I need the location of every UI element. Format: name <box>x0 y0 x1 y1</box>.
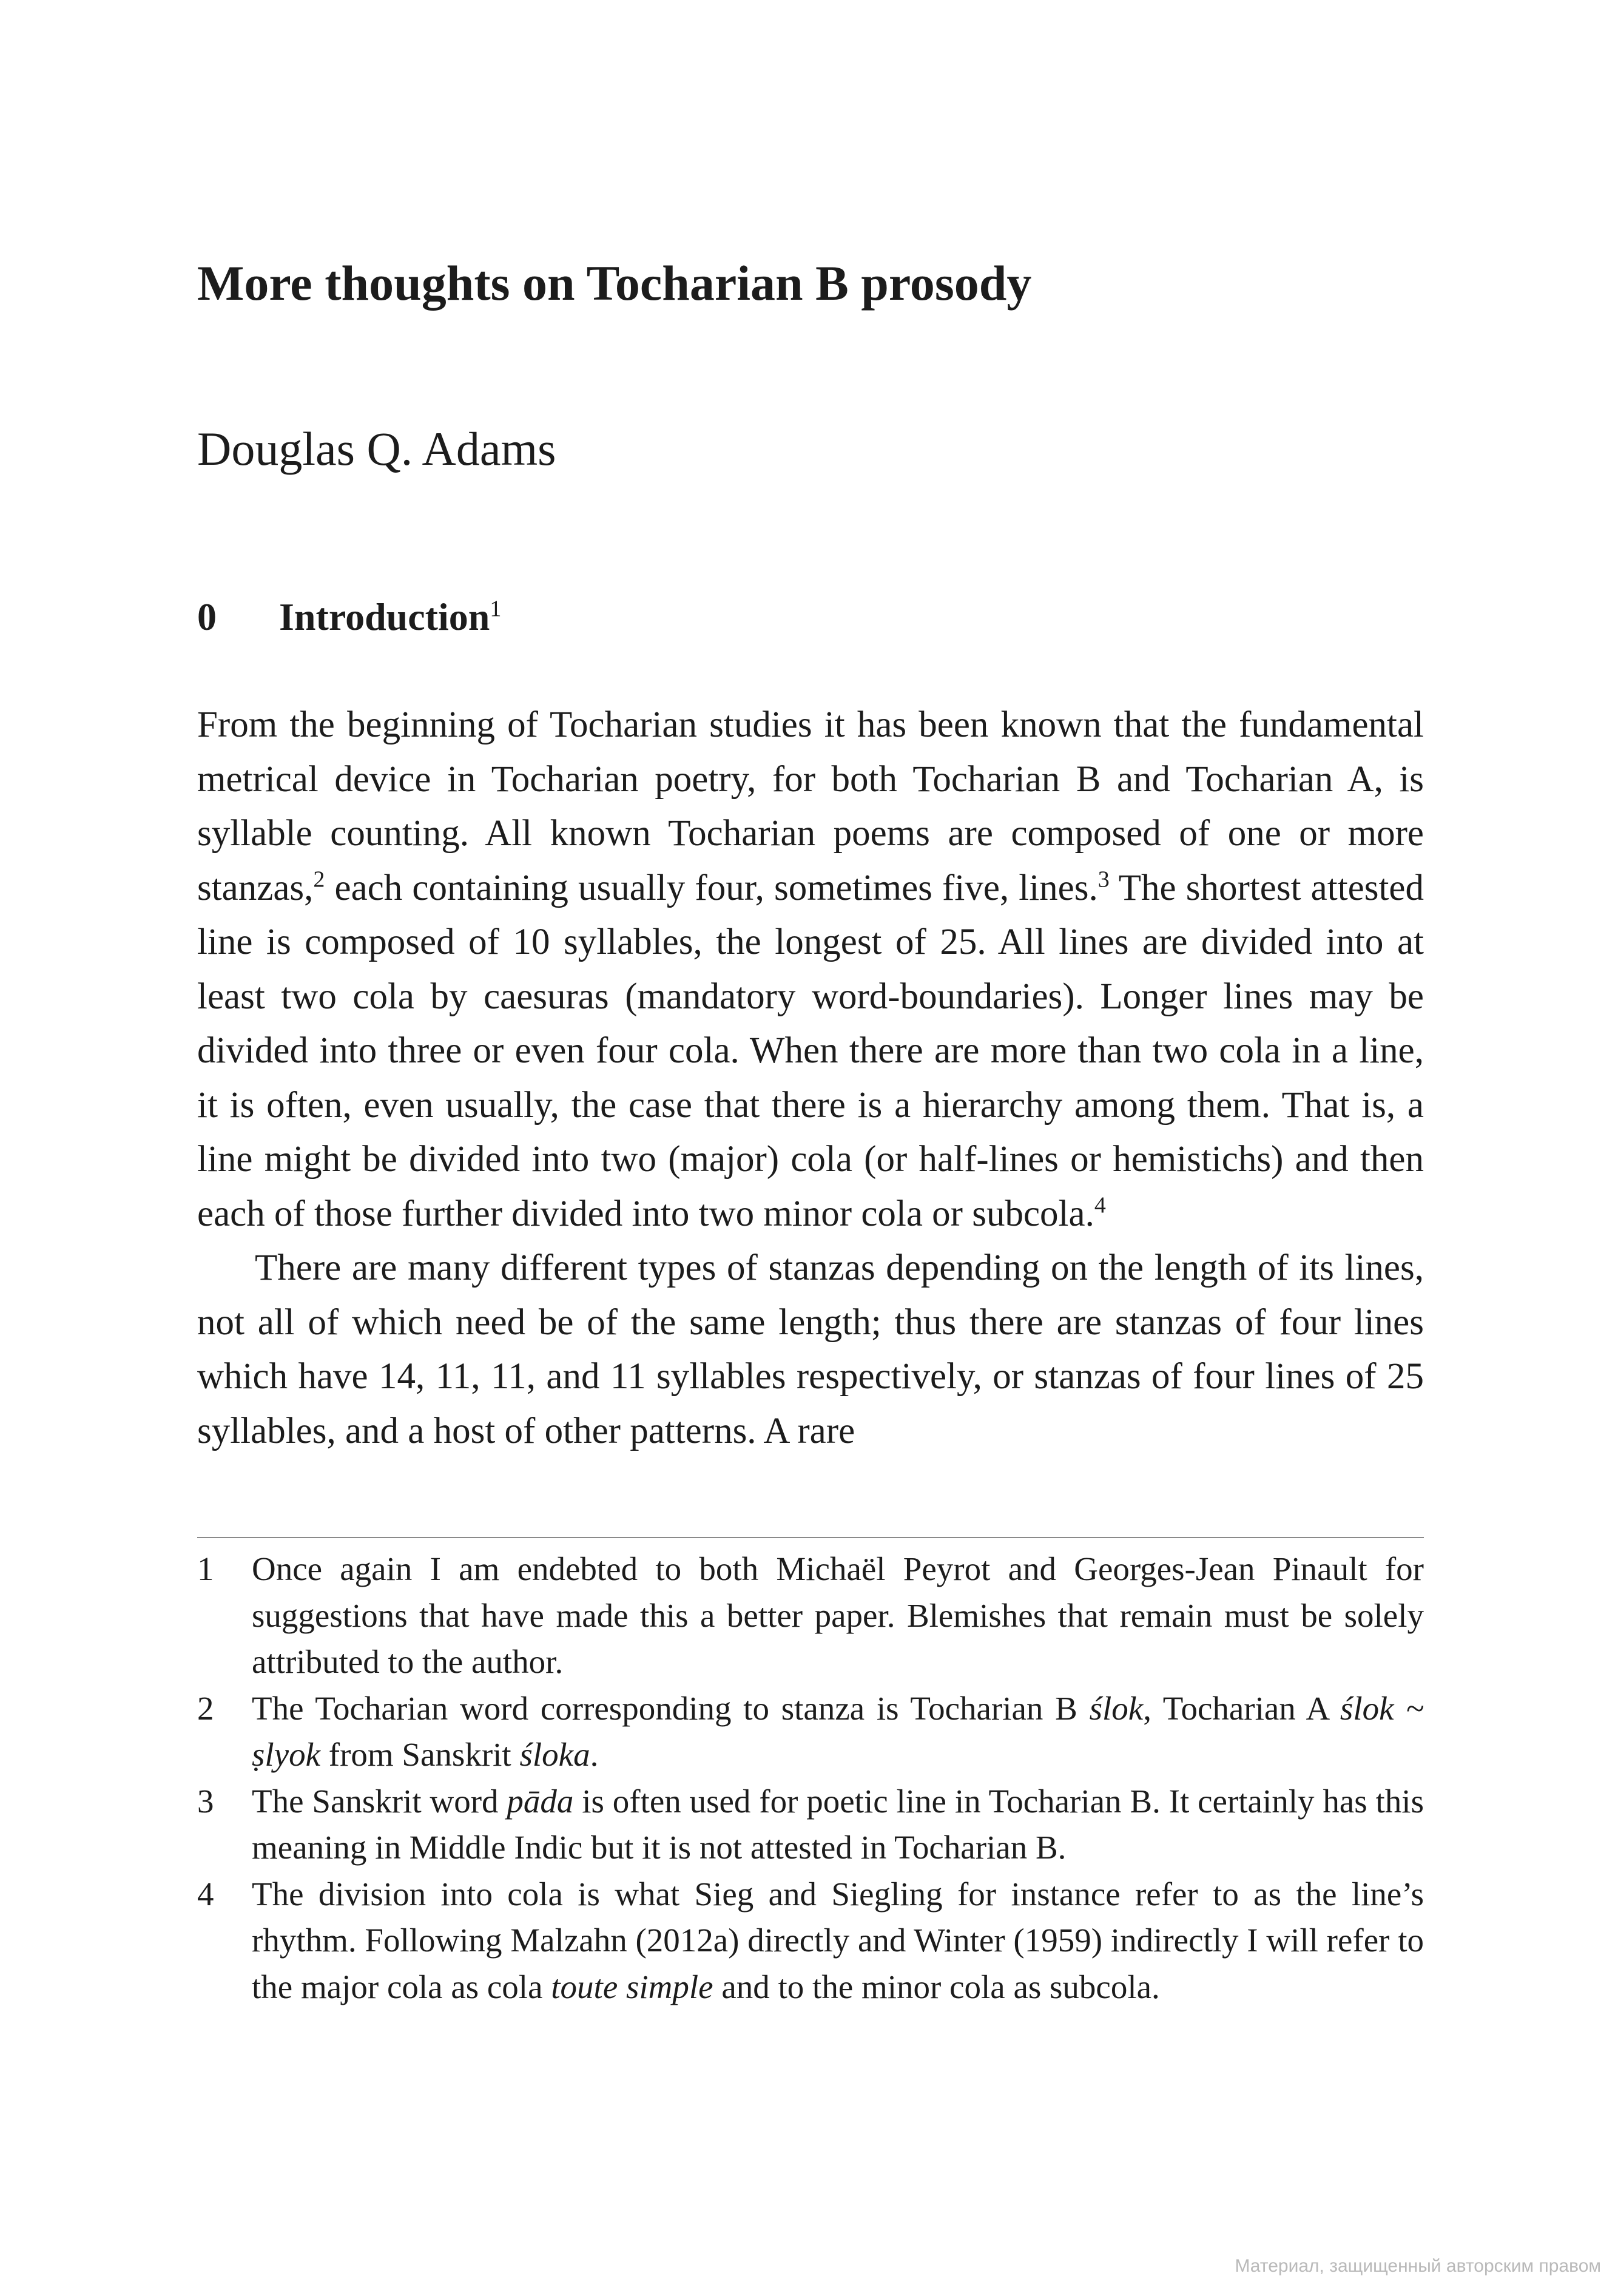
author-name: Douglas Q. Adams <box>197 422 556 475</box>
footnote: 2 The Tocharian word corresponding to stanza is Tocharian B ślok, Tocharian A ślok ~ ṣlyok from Sanskrit śloka. <box>197 1686 1424 1778</box>
footnote-ref: 1 <box>490 596 502 622</box>
footnote-ref: 4 <box>1094 1192 1106 1218</box>
footnotes <box>197 1546 1424 2010</box>
paragraph: There are many different types of stanzas depending on the length of its lines, not all of which need be of the same length; thus there are stanzas of four lines which have 14, 11, 11, and 11 syllables respectively, or stanzas of four lines of 25 syllables, and a host of other patterns. A rare <box>197 1248 1424 1451</box>
footnote-divider <box>197 1537 1424 1538</box>
footnote-ref: 3 <box>1097 866 1110 893</box>
footnote: 3 The Sanskrit word pāda is often used for poetic line in Tocharian B. It certainly has this meaning in Middle Indic but it is not attested in Tocharian B. <box>197 1778 1424 1871</box>
footnote-number: 3 <box>197 1782 214 1820</box>
footnote: 4 The division into cola is what Sieg and Siegling for instance refer to as the line’s rhythm. Following Malzahn (2012a) directly and Winter (1959) indirectly I will refer to the major cola as cola toute simple and to the minor cola as subcola. <box>197 1871 1424 2011</box>
copyright-watermark: Материал, защищенный авторским правом <box>1235 2256 1601 2276</box>
footnote-ref: 2 <box>313 866 325 893</box>
section-heading <box>197 595 501 640</box>
footnote-number: 2 <box>197 1689 214 1727</box>
footnote-number: 4 <box>197 1875 214 1913</box>
paper-title: More thoughts on Tocharian B prosody <box>197 255 1032 311</box>
section-number: 0 <box>197 595 217 638</box>
body-text <box>197 698 1424 1458</box>
section-title: Introduction <box>279 595 490 638</box>
footnote-number: 1 <box>197 1550 214 1587</box>
footnote: 1 Once again I am endebted to both Michaël Peyrot and Georges-Jean Pinault for suggestions that have made this a better paper. Blemishes that remain must be solely attributed to the author. <box>197 1546 1424 1686</box>
paragraph: From the beginning of Tocharian studies it has been known that the fundamental metrical device in Tocharian poetry, for both Tocharian B and Tocharian A, is syllable counting. All known Tocharian poems are composed of one or more stanzas,$^2$ each containing usually four, sometimes five, lines.$^3$ The shortest attested line is composed of 10 syllables, the longest of 25. All lines are divided into at least two cola by caesuras (mandatory word-boundaries). Longer lines may be divided into three or even four cola. When there are more than two cola in a line, it is often, even usually, the case that there is a hierarchy among them. That is, a line might be divided into two (major) cola (or half-lines or hemistichs) and then each of those further divided into two minor cola or subcola.$^4$ <box>197 704 1424 1234</box>
